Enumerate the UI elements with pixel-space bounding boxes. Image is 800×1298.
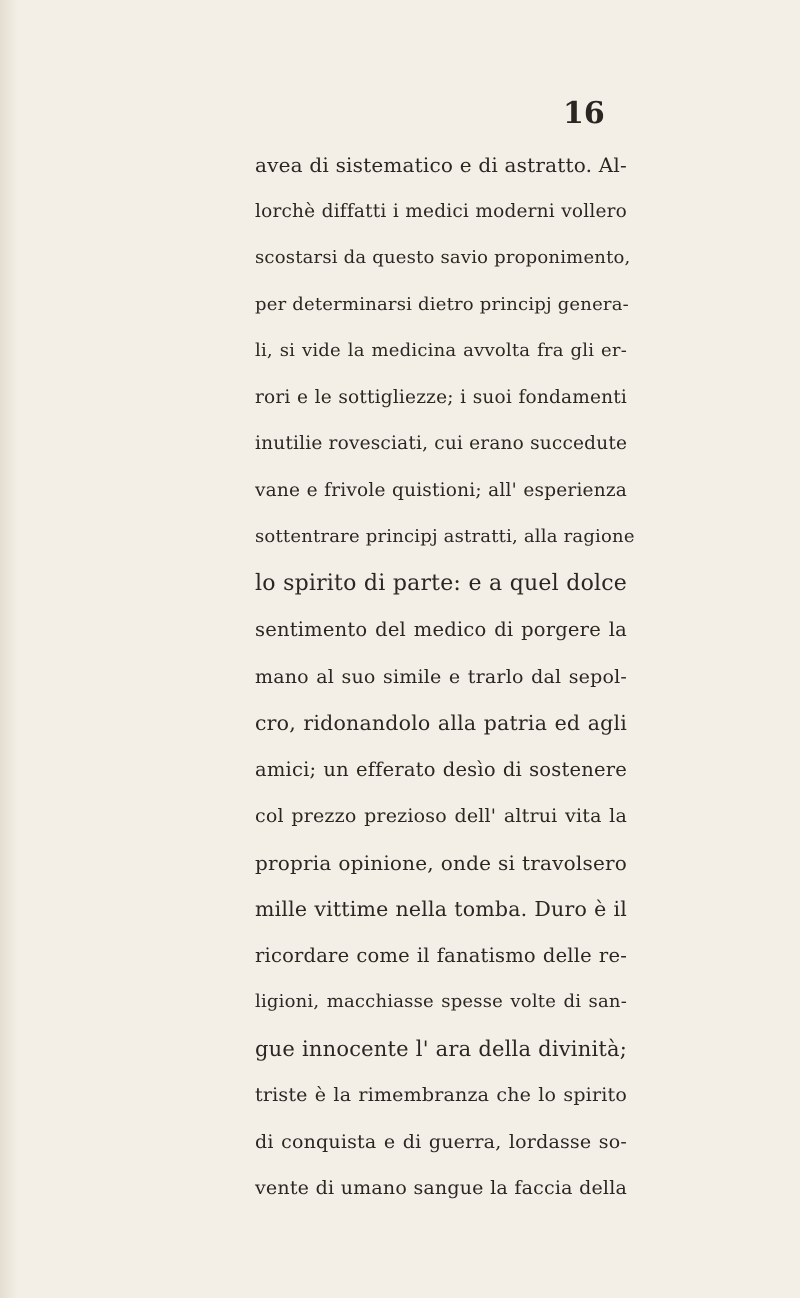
text-line: cro, ridonandolo alla patria ed agli [255, 711, 627, 735]
text-line: rori e le sottigliezze; i suoi fondamenti [255, 386, 627, 408]
text-line: propria opinione, onde si travolsero [255, 850, 627, 875]
text-line: ligioni, macchiasse spesse volte di san- [255, 991, 627, 1012]
text-line: lo spirito di parte: e a quel dolce [255, 570, 627, 596]
text-line: inutilie rovesciati, cui erano succedute [255, 433, 628, 454]
body-text [255, 142, 635, 1212]
text-line: vente di umano sangue la faccia della [255, 1177, 627, 1199]
page-number: 16 [563, 96, 605, 131]
text-line: sentimento del medico di porgere la [255, 618, 627, 641]
text-line: gue innocente l' ara della divinità; [255, 1036, 627, 1061]
text-line: per determinarsi dietro principj genera- [255, 293, 629, 315]
text-line: li, si vide la medicina avvolta fra gli er- [255, 340, 627, 361]
text-line: avea di sistematico e di astratto. Al- [255, 153, 627, 177]
text-line: lorchè diffatti i medici moderni vollero [255, 200, 627, 222]
text-line: scostarsi da questo savio proponimento, [255, 247, 631, 268]
text-line: sottentrare principj astratti, alla ragione [255, 526, 635, 547]
text-line: ricordare come il fanatismo delle re- [255, 943, 627, 967]
text-line: mano al suo simile e trarlo dal sepol- [255, 665, 627, 688]
text-line: vane e frivole quistioni; all' esperienza [255, 479, 627, 501]
text-line: col prezzo prezioso dell' altrui vita la [255, 805, 627, 827]
text-line: triste è la rimembranza che lo spirito [255, 1084, 627, 1106]
text-line: amici; un efferato desìo di sostenere [255, 757, 627, 781]
text-line: mille vittime nella tomba. Duro è il [255, 897, 627, 921]
text-line: di conquista e di guerra, lordasse so- [255, 1130, 627, 1153]
